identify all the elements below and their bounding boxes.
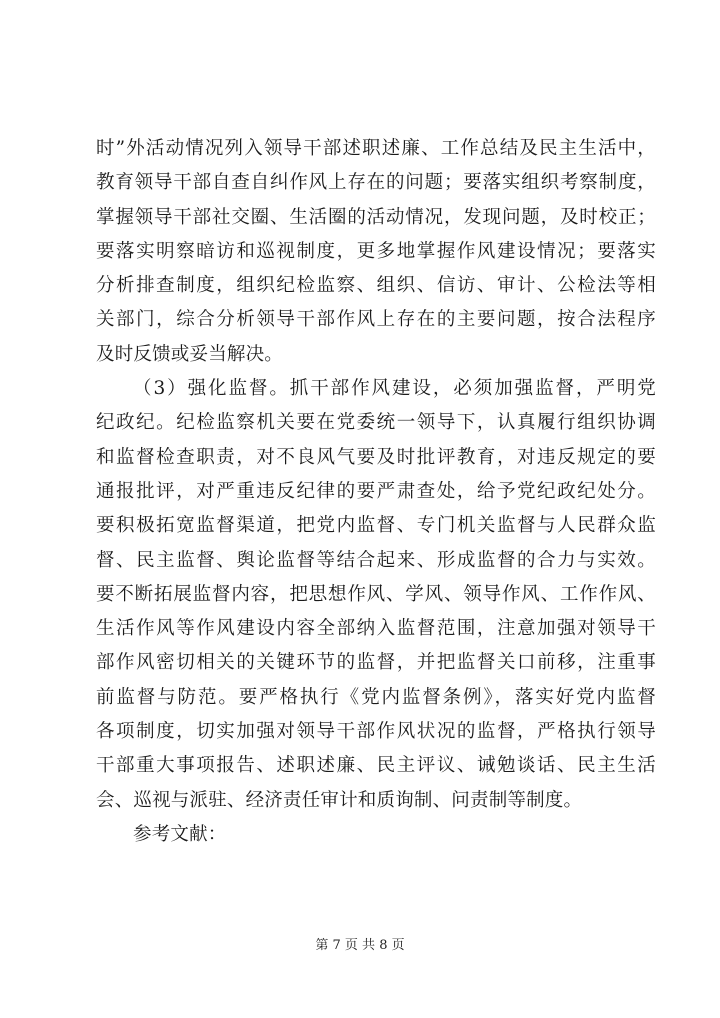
text-line: 会、巡视与派驻、经济责任审计和质询制、问责制等制度。 <box>96 789 583 811</box>
text-line: 要落实明察暗访和巡视制度，更多地掌握作风建设情况；要落实 <box>96 240 656 262</box>
text-line: 分析排查制度，组织纪检监察、组织、信访、审计、公检法等相 <box>96 275 656 297</box>
body-text <box>96 132 656 852</box>
section-heading-line: （3）强化监督。抓干部作风建设，必须加强监督，严明党 <box>133 378 656 400</box>
text-line: 掌握领导干部社交圈、生活圈的活动情况，发现问题，及时校正； <box>96 206 656 228</box>
text-line: 部作风密切相关的关键环节的监督，并把监督关口前移，注重事 <box>96 652 656 674</box>
text-line: 生活作风等作风建设内容全部纳入监督范围，注意加强对领导干 <box>96 618 656 640</box>
text-line: 关部门，综合分析领导干部作风上存在的主要问题，按合法程序 <box>96 309 656 331</box>
text-line: 督、民主监督、舆论监督等结合起来、形成监督的合力与实效。 <box>96 549 656 571</box>
text-line: 前监督与防范。要严格执行《党内监督条例》，落实好党内监督 <box>96 686 656 708</box>
text-line: 干部重大事项报告、述职述廉、民主评议、诫勉谈话、民主生活 <box>96 755 656 777</box>
text-line: 纪政纪。纪检监察机关要在党委统一领导下，认真履行组织协调 <box>96 412 656 434</box>
text-line: 教育领导干部自查自纠作风上存在的问题；要落实组织考察制度， <box>96 172 656 194</box>
references-heading: 参考文献： <box>133 823 227 845</box>
text-line: 时”外活动情况列入领导干部述职述廉、工作总结及民主生活中， <box>96 138 656 159</box>
text-line: 和监督检查职责，对不良风气要及时批评教育，对违反规定的要 <box>96 446 656 468</box>
page-number-footer: 第 7 页 共 8 页 <box>315 938 405 953</box>
text-line: 要不断拓展监督内容，把思想作风、学风、领导作风、工作作风、 <box>96 583 656 605</box>
text-line: 及时反馈或妥当解决。 <box>96 343 284 365</box>
text-line: 通报批评，对严重违反纪律的要严肃查处，给予党纪政纪处分。 <box>96 480 656 502</box>
text-line: 要积极拓宽监督渠道，把党内监督、专门机关监督与人民群众监 <box>96 515 656 537</box>
text-line: 各项制度，切实加强对领导干部作风状况的监督，严格执行领导 <box>96 721 656 743</box>
